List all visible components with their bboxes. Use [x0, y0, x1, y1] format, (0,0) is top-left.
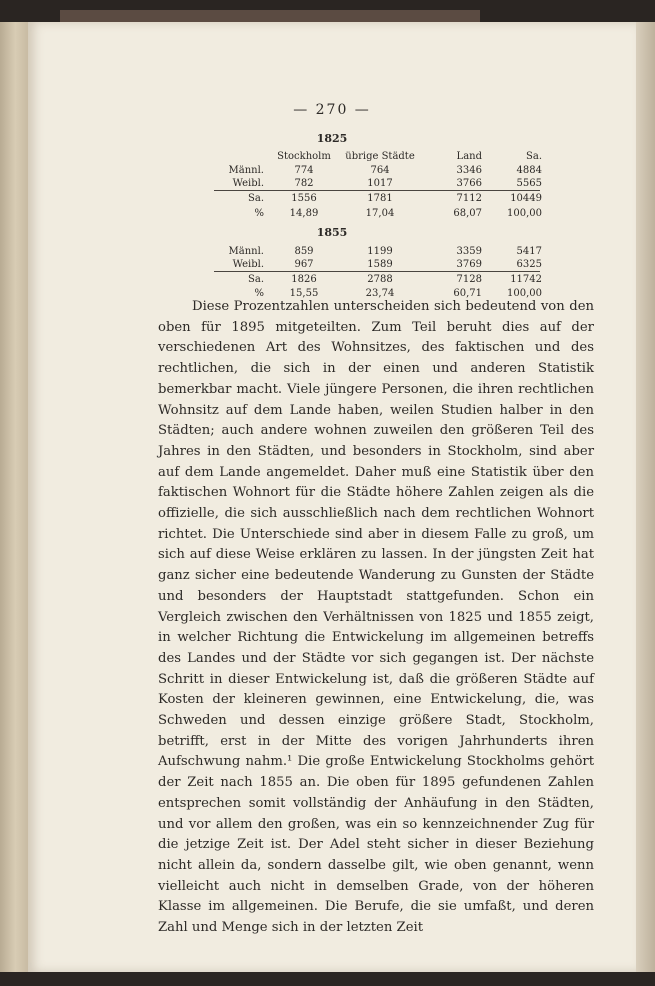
- table-cell: 3346: [456, 165, 482, 176]
- row-label: Weibl.: [232, 259, 264, 270]
- table-cell: 1199: [367, 246, 393, 257]
- column-header: Land: [456, 151, 482, 162]
- book-page: [28, 22, 636, 972]
- table-cell: 23,74: [365, 288, 395, 299]
- table-cell: 1556: [291, 193, 317, 204]
- table-cell: 68,07: [453, 208, 482, 219]
- book-board-top: [60, 10, 480, 22]
- column-header: Sa.: [526, 151, 542, 162]
- table-cell: 100,00: [507, 288, 542, 299]
- table-cell: 1781: [367, 193, 393, 204]
- table-cell: 17,04: [365, 208, 395, 219]
- table-cell: 3359: [456, 246, 482, 257]
- table-cell: 6325: [516, 259, 542, 270]
- table-cell: 1589: [367, 259, 393, 270]
- table-cell: 774: [294, 165, 314, 176]
- table-cell: 100,00: [507, 208, 542, 219]
- table-cell: 859: [294, 246, 314, 257]
- table-cell: 15,55: [289, 288, 319, 299]
- table-header-row: [28, 150, 636, 163]
- row-label: Männl.: [228, 246, 264, 257]
- book-board-right: [636, 22, 655, 972]
- table-percent-row: [28, 207, 636, 220]
- table-cell: 7112: [456, 193, 482, 204]
- table-year-heading: 1825: [316, 132, 348, 145]
- page-number: — 270 —: [293, 102, 371, 118]
- row-label: Sa.: [248, 193, 264, 204]
- table-row: [28, 177, 636, 190]
- table-cell: 1826: [291, 274, 317, 285]
- row-label: Männl.: [228, 165, 264, 176]
- table-cell: 11742: [510, 274, 542, 285]
- table-row: [28, 258, 636, 271]
- column-header: übrige Städte: [345, 151, 415, 162]
- table-row: [28, 245, 636, 258]
- table-total-row: [28, 192, 636, 205]
- table-cell: 5565: [516, 178, 542, 189]
- column-header: Stockholm: [277, 151, 331, 162]
- table-cell: 967: [294, 259, 314, 270]
- row-label: %: [254, 208, 264, 219]
- table-year-heading: 1855: [316, 226, 348, 239]
- table-cell: 10449: [510, 193, 542, 204]
- table-total-row: [28, 273, 636, 286]
- table-rule: [214, 190, 540, 191]
- book-board-left: [0, 22, 28, 972]
- row-label: Weibl.: [232, 178, 264, 189]
- table-cell: 7128: [456, 274, 482, 285]
- table-cell: 5417: [516, 246, 542, 257]
- table-row: [28, 164, 636, 177]
- row-label: %: [254, 288, 264, 299]
- body-text: [158, 297, 594, 939]
- table-cell: 3766: [456, 178, 482, 189]
- table-cell: 764: [370, 165, 390, 176]
- table-cell: 60,71: [453, 288, 482, 299]
- table-cell: 2788: [367, 274, 393, 285]
- table-cell: 14,89: [289, 208, 319, 219]
- body-paragraph: Diese Prozentzahlen unterscheiden sich bedeutend von den oben für 1895 mitgeteilten. Zum Teil beruht dies auf der verschiedenen Art des Wohnsitzes, des faktischen und des rechtlichen, die sich in der einen und anderen Statistik bemerkbar macht. Viele jüngere Personen, die ihren rechtlichen Wohnsitz auf dem Lande haben, weilen Studien halber in den Städten; auch andere wohnen zuweilen den größeren Teil des Jahres in den Städten, und besonders in Stockholm, sind aber auf dem Lande angemeldet. Daher muß eine Statistik über den faktischen Wohnort für die Städte höhere Zahlen zeigen als die offizielle, die sich ausschließlich nach dem rechtlichen Wohnort richtet. Die Unterschiede sind aber in diesem Falle zu groß, um sich auf diese Weise erklären zu lassen. In der jüngsten Zeit hat ganz sicher eine bedeutende Wanderung zu Gunsten der Städte und besonders der Hauptstadt stattgefunden. Schon ein Vergleich zwischen den Verhältnissen von 1825 und 1855 zeigt, in welcher Richtung die Entwickelung im allgemeinen betreffs des Landes und der Städte vor sich gegangen ist. Der nächste Schritt in dieser Entwickelung ist, daß die größeren Städte auf Kosten der kleineren gewinnen, eine Entwickelung, die, was Schweden und dessen einzige größere Stadt, Stockholm, betrifft, erst in der Mitte des vorigen Jahrhunderts ihren Aufschwung nahm.¹ Die große Entwickelung Stockholms gehört der Zeit nach 1855 an. Die oben für 1895 gefundenen Zahlen entsprechen somit vollständig der Anhäufung in den Städten, und vor allem den großen, was ein so kennzeichnender Zug für die jetzige Zeit ist. Der Adel steht sicher in dieser Beziehung nicht allein da, sondern dasselbe gilt, wie oben genannt, wenn vielleicht auch nicht in demselben Grade, von der höheren Klasse im allgemeinen. Die Berufe, die sie umfaßt, und deren Zahl und Menge sich in der letzten Zeit: [158, 299, 594, 936]
- table-cell: 1017: [367, 178, 393, 189]
- table-cell: 782: [294, 178, 314, 189]
- row-label: Sa.: [248, 274, 264, 285]
- table-cell: 4884: [516, 165, 542, 176]
- table-cell: 3769: [456, 259, 482, 270]
- table-rule: [214, 271, 540, 272]
